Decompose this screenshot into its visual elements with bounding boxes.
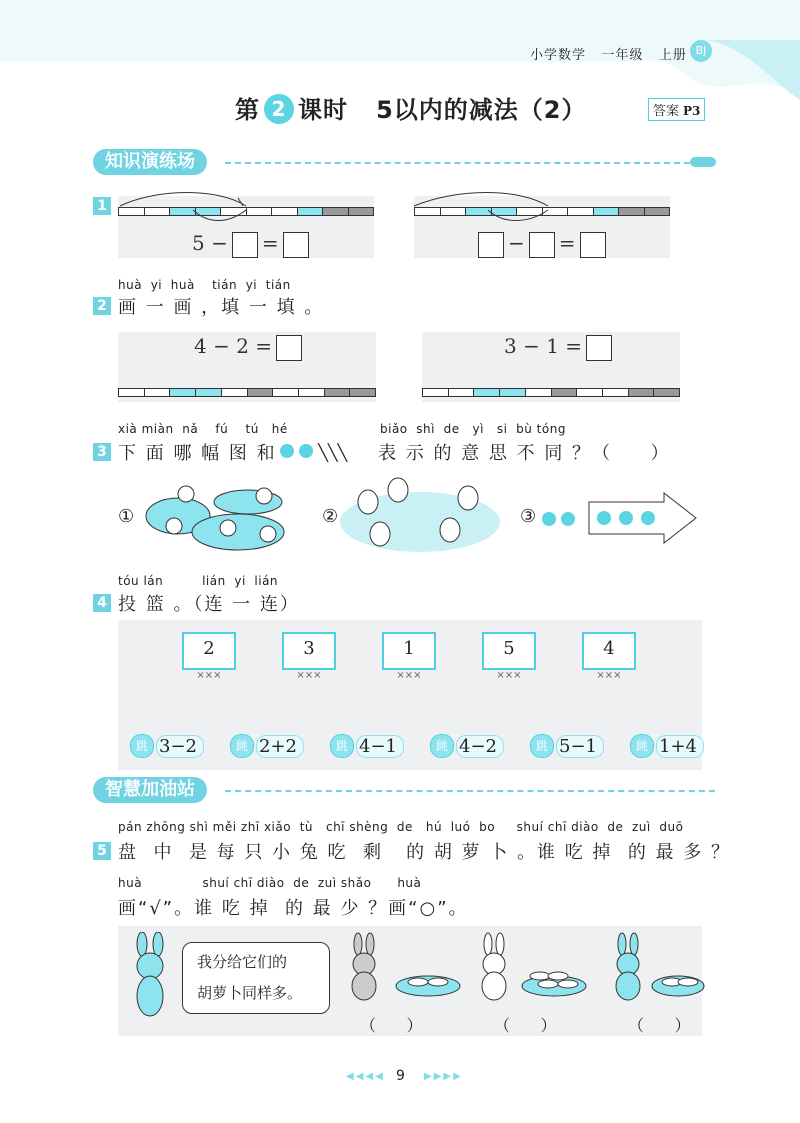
answer-box[interactable] — [529, 232, 555, 258]
answer-box[interactable] — [283, 232, 309, 258]
rabbit-icon — [128, 932, 174, 1022]
hoop-number: 1 — [382, 632, 436, 670]
hoop-number: 3 — [282, 632, 336, 670]
question-number: 3 — [93, 443, 111, 461]
footer-right-arrows: ▶▶▶▶ — [424, 1071, 463, 1082]
section-divider — [225, 162, 690, 164]
page-number: 9 — [396, 1068, 405, 1084]
net-icon: ⨯⨯⨯ — [396, 670, 422, 681]
net-icon: ⨯⨯⨯ — [496, 670, 522, 681]
slash-icon: ╲╲╲ — [318, 443, 348, 462]
dot-icon — [280, 444, 294, 458]
subject-label: 小学数学 — [530, 48, 587, 63]
net-icon: ⨯⨯⨯ — [296, 670, 322, 681]
section-wisdom: 智慧加油站 — [93, 777, 207, 803]
dot-icon — [542, 512, 556, 526]
q3-text-a: 下 面 哪 幅 图 和 — [118, 443, 277, 464]
speech-line: 我分给它们的 — [197, 953, 288, 971]
answer-box[interactable] — [478, 232, 504, 258]
question-number: 2 — [93, 297, 111, 315]
answer-box[interactable] — [586, 335, 612, 361]
ball-expr: 3−2 — [156, 735, 204, 758]
hoop — [182, 632, 236, 681]
q1-right-expr — [474, 231, 610, 258]
ball[interactable] — [230, 735, 304, 757]
net-icon: ⨯⨯⨯ — [596, 670, 622, 681]
dot-icon — [299, 444, 313, 458]
hoop — [282, 632, 336, 681]
q5-text-1: 盘 中 是 每 只 小 兔 吃 剩 的 胡 萝 卜 。谁 吃 掉 的 最 多 ？ — [118, 842, 732, 863]
ball[interactable] — [330, 735, 404, 757]
title-prefix: 第 — [235, 96, 260, 124]
q3-pinyin-b: biǎo shì de yì si bù tóng — [380, 422, 566, 436]
q2-pinyin: huà yi huà tián yi tián — [118, 278, 291, 292]
hoop — [382, 632, 436, 681]
minus-sign: − — [211, 231, 228, 255]
q3-pinyin-a: xià miàn nǎ fú tú hé — [118, 422, 288, 436]
ball-expr: 2+2 — [256, 735, 304, 758]
q2-right-expr — [504, 334, 616, 361]
q2-text: 画 一 画 ，填 一 填 。 — [118, 297, 325, 318]
q5-pinyin-2: huà shuí chī diào de zuì shǎo huà — [118, 876, 422, 890]
option-2-label: ② — [322, 506, 339, 527]
answer-label: 答案 — [653, 104, 680, 119]
equals-sign: = — [558, 231, 576, 255]
section-practice: 知识演练场 — [93, 149, 207, 175]
chicks-image — [340, 476, 502, 556]
q1-left-expr — [192, 231, 313, 258]
answer-box[interactable] — [580, 232, 606, 258]
q4-pinyin: tóu lán lián yi lián — [118, 574, 279, 588]
minus-sign: − — [508, 231, 525, 255]
footer-left-arrows: ◀◀◀◀ — [346, 1071, 385, 1082]
frogs-on-lilypads-image — [138, 476, 300, 556]
ball-expr: 4−2 — [456, 735, 504, 758]
answer-page: P3 — [683, 104, 701, 118]
q5-pinyin-1: pán zhōng shì měi zhī xiǎo tù chī shèng de hú luó bo shuí chī diào de zuì duō — [118, 820, 684, 834]
q3-text-b: 表 示 的 意 思 不 同 ？（ ） — [378, 443, 671, 464]
ball[interactable] — [430, 735, 504, 757]
ball-icon: 跳 — [230, 734, 254, 758]
ball-icon: 跳 — [130, 734, 154, 758]
ball-expr: 1+4 — [656, 735, 704, 758]
q2-left-expr — [194, 334, 306, 361]
ball-icon: 跳 — [630, 734, 654, 758]
equals-sign: = — [261, 231, 279, 255]
speech-line: 胡萝卜同样多。 — [197, 984, 303, 1002]
ball[interactable] — [630, 735, 704, 757]
answer-box[interactable] — [232, 232, 258, 258]
title-topic: 5以内的减法（2） — [376, 96, 587, 124]
ball-icon: 跳 — [330, 734, 354, 758]
hoop — [582, 632, 636, 681]
net-icon: ⨯⨯⨯ — [196, 670, 222, 681]
ball-icon: 跳 — [530, 734, 554, 758]
answer-paren[interactable]: （ ） — [360, 1016, 423, 1035]
ball-expr: 4−1 — [356, 735, 404, 758]
minuend: 5 — [192, 231, 205, 255]
speech-bubble — [182, 942, 330, 1014]
ball-icon: 跳 — [430, 734, 454, 758]
expression: 4 − 2 = — [194, 334, 273, 358]
rabbit-with-plate-image — [344, 932, 464, 1002]
answer-paren[interactable]: （ ） — [494, 1016, 557, 1035]
answer-box[interactable] — [276, 335, 302, 361]
question-number: 5 — [93, 842, 111, 860]
pencil-icon — [690, 157, 716, 167]
hoop — [482, 632, 536, 681]
header-subject — [530, 44, 687, 63]
lesson-number: 2 — [264, 94, 294, 124]
hoop-number: 5 — [482, 632, 536, 670]
section-divider — [225, 790, 715, 792]
q3-symbol-group — [280, 443, 347, 462]
question-number: 4 — [93, 594, 111, 612]
q2-left-bar — [118, 388, 376, 397]
ball-expr: 5−1 — [556, 735, 604, 758]
ball[interactable] — [130, 735, 204, 757]
option-1-label: ① — [118, 506, 135, 527]
q5-text-2: 画“√”。谁 吃 掉 的 最 少 ？画“○”。 — [118, 898, 469, 919]
grade-label: 一年级 — [601, 48, 644, 63]
rabbit-with-plate-image — [474, 932, 594, 1002]
question-number: 1 — [93, 197, 111, 215]
q2-right-bar — [422, 388, 680, 397]
expression: 3 − 1 = — [504, 334, 583, 358]
title-suffix: 课时 — [298, 96, 348, 124]
page-title — [235, 90, 586, 125]
arrow-icon — [588, 492, 698, 544]
answer-ref — [648, 98, 705, 121]
answer-paren[interactable]: （ ） — [628, 1016, 691, 1035]
volume-label: 上册 — [658, 48, 687, 63]
hoop-number: 2 — [182, 632, 236, 670]
edition-badge: BJ — [690, 40, 712, 62]
q4-text: 投 篮 。（连 一 连） — [118, 594, 300, 615]
ball[interactable] — [530, 735, 604, 757]
option-3-label: ③ — [520, 506, 537, 527]
dot-icon — [561, 512, 575, 526]
rabbit-with-plate-image — [608, 932, 708, 1002]
hoop-number: 4 — [582, 632, 636, 670]
q1-arcs — [118, 192, 678, 226]
option-3-dots — [542, 511, 575, 530]
